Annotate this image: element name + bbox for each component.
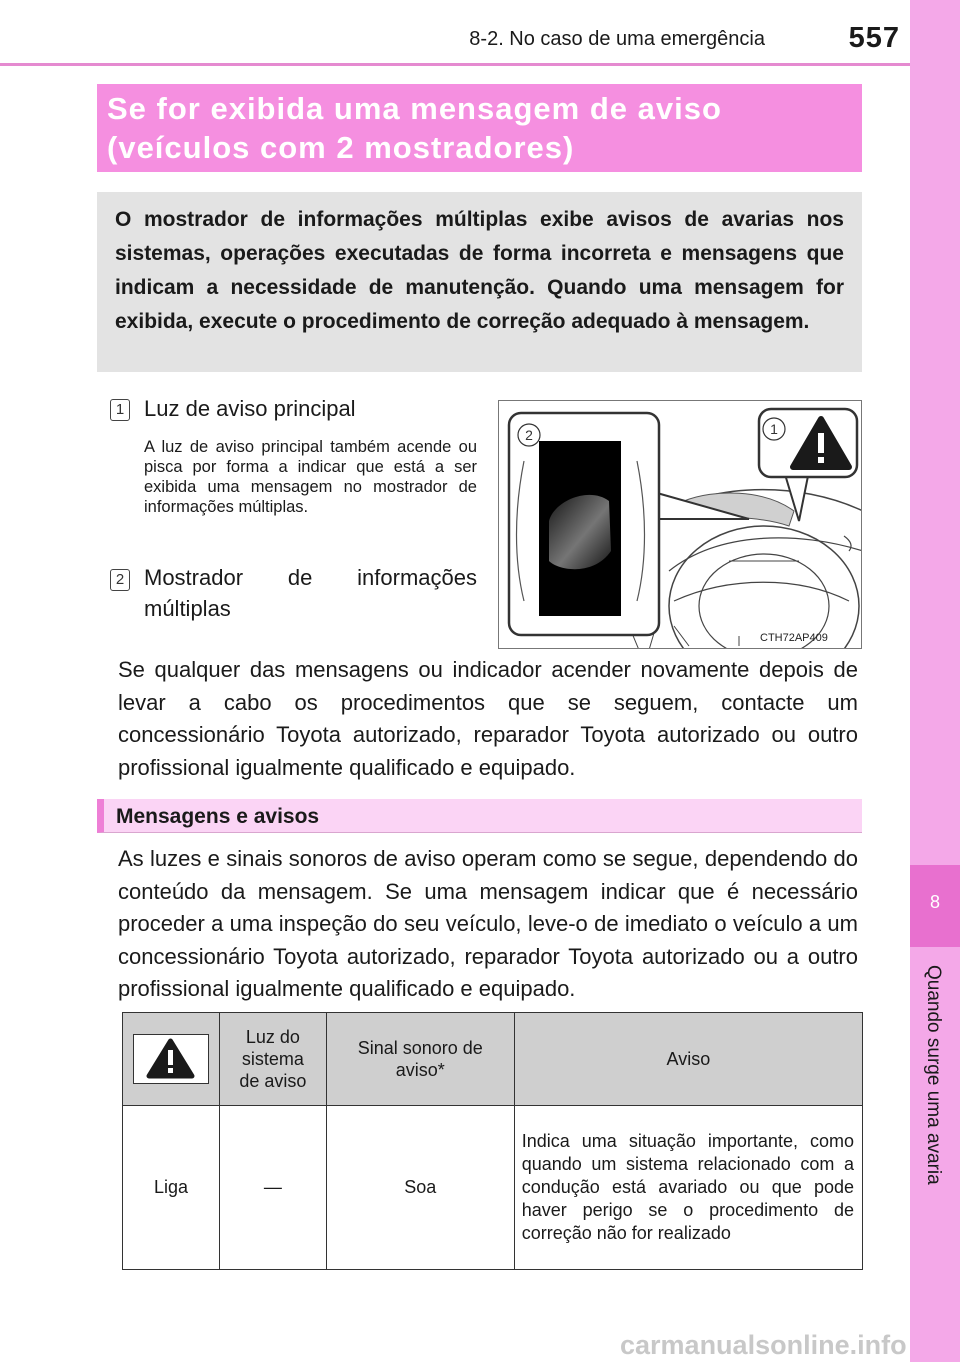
dashboard-illustration	[498, 400, 862, 649]
section-title: Mensagens e avisos	[116, 805, 320, 828]
paragraph-contact-dealer: Se qualquer das mensagens ou indicador acender novamente depois de levar a cabo os procedimentos que se seguem, contacte um concessionário Toyota autorizado, reparador Toyota autorizado ou outro profissional igualmente qualificado e equipado.	[118, 657, 858, 780]
chapter-title: Quando surge uma avaria	[923, 965, 944, 1185]
page-title-line2: (veículos com 2 mostradores)	[107, 130, 575, 165]
header-buzzer: Sinal sonoro de aviso*	[326, 1013, 514, 1106]
warning-table	[122, 1012, 863, 1270]
illustration-code: CTH72AP409	[760, 632, 828, 644]
callout-2-label: 2	[525, 427, 533, 443]
header-warning: Aviso	[514, 1013, 862, 1106]
warning-triangle-icon	[133, 1034, 209, 1084]
page-title	[97, 84, 862, 172]
page-title-line1: Se for exibida uma mensagem de aviso	[107, 91, 722, 126]
intro-box: O mostrador de informações múltiplas exibe avisos de avarias nos sistemas, operações executadas de forma incorreta e mensagens que indicam a necessidade de manutenção. Quando uma mensagem for exibida, execute o procedimento de correção adequado à mensagem.	[97, 192, 862, 372]
cell-warning: Indica uma situação importante, como quando um sistema relacionado com a condução está avariado ou que pode haver perigo se o procedimento de correção não for realizado	[514, 1106, 862, 1270]
cell-master-light: Liga	[123, 1106, 220, 1270]
chapter-number: 8	[929, 892, 940, 912]
item-1-description: A luz de aviso principal também acende ou pisca por forma a indicar que está a ser exibida uma mensagem no mostrador de informações múltiplas.	[144, 438, 477, 516]
table-row	[123, 1106, 863, 1270]
cell-system-light: —	[219, 1106, 326, 1270]
header-section-title: 8-2. No caso de uma emergência	[469, 28, 765, 50]
header-system-light: Luz do sistema de aviso	[219, 1013, 326, 1106]
header-divider	[0, 63, 910, 66]
item-1-title: Luz de aviso principal	[144, 396, 356, 421]
dashboard-drawing	[499, 401, 862, 649]
page-number: 557	[848, 22, 900, 54]
header-master-warning	[123, 1013, 220, 1106]
watermark: carmanualsonline.info	[620, 1330, 907, 1360]
item-1-number-badge: 1	[110, 399, 130, 421]
item-2-number-badge: 2	[110, 569, 130, 591]
paragraph-warning-operation: As luzes e sinais sonoros de aviso operam como se segue, dependendo do conteúdo da mensagem. Se uma mensagem indicar que é necessário proceder a uma inspeção do seu veículo, leve-o de imediato o veículo a um concessionário Toyota autorizado, reparador Toyota autorizado ou a outro profissional igualmente qualificado e equipado.	[118, 846, 858, 1001]
table-header-row	[123, 1013, 863, 1106]
item-2-title: Mostrador de informações múltiplas	[144, 565, 477, 621]
cell-buzzer: Soa	[326, 1106, 514, 1270]
callout-1-label: 1	[770, 421, 778, 437]
